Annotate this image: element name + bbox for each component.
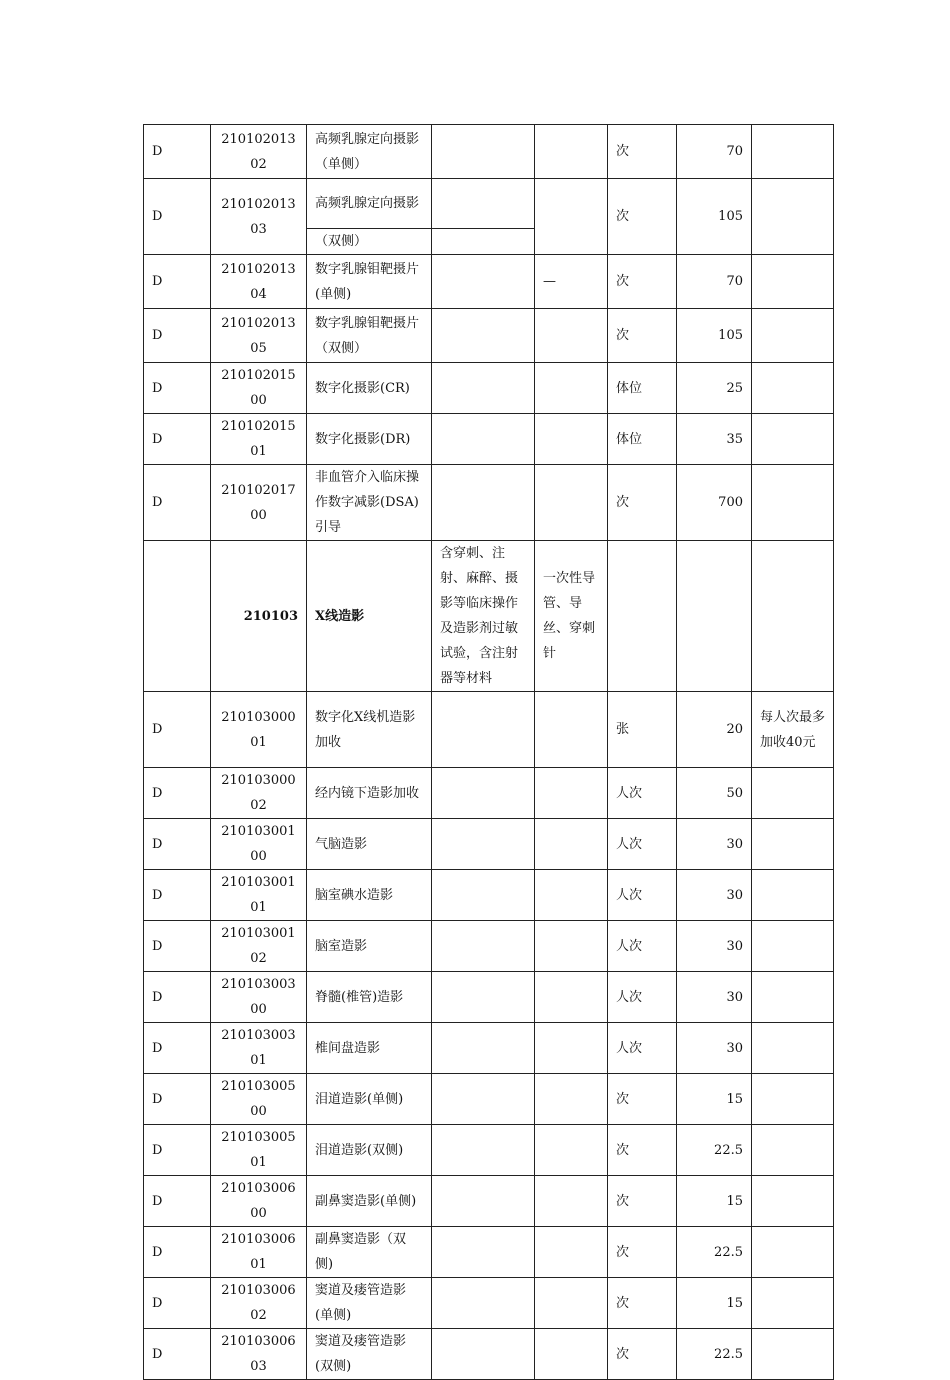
cell-exclude: [535, 125, 608, 179]
cell-name: 脑室造影: [307, 921, 432, 972]
cell-unit: 人次: [608, 870, 677, 921]
cell-note: [752, 1074, 834, 1125]
cell-exclude: 一次性导管、导丝、穿刺针: [535, 541, 608, 692]
cell-content: [432, 972, 535, 1023]
table-row: [144, 972, 834, 1023]
cell-note: [752, 1023, 834, 1074]
table-row: [144, 541, 834, 692]
cell-class: D: [144, 255, 211, 309]
cell-class: D: [144, 819, 211, 870]
table-row: [144, 1074, 834, 1125]
cell-content: [432, 1278, 535, 1329]
table-row: [144, 255, 834, 309]
cell-unit: 人次: [608, 768, 677, 819]
cell-price: 15: [677, 1278, 752, 1329]
cell-exclude: [535, 1176, 608, 1227]
cell-class: D: [144, 1023, 211, 1074]
cell-price: 22.5: [677, 1227, 752, 1278]
cell-content: [432, 768, 535, 819]
table-row: [144, 1227, 834, 1278]
cell-class: D: [144, 1125, 211, 1176]
cell-name: 脊髓(椎管)造影: [307, 972, 432, 1023]
cell-class: D: [144, 179, 211, 255]
cell-unit: 人次: [608, 972, 677, 1023]
cell-price: [677, 541, 752, 692]
cell-price: 70: [677, 255, 752, 309]
cell-exclude: [535, 465, 608, 541]
table-row: [144, 414, 834, 465]
cell-exclude: —: [535, 255, 608, 309]
cell-name: 数字乳腺钼靶摄片(单侧): [307, 255, 432, 309]
table-row: [144, 125, 834, 179]
cell-code: 21010300601: [211, 1227, 307, 1278]
cell-name: 泪道造影(双侧): [307, 1125, 432, 1176]
cell-name: 数字化摄影(DR): [307, 414, 432, 465]
cell-class: D: [144, 768, 211, 819]
cell-code: 21010201302: [211, 125, 307, 179]
cell-exclude: [535, 414, 608, 465]
cell-code: 21010300300: [211, 972, 307, 1023]
cell-price: 50: [677, 768, 752, 819]
cell-note: [752, 255, 834, 309]
cell-name: 脑室碘水造影: [307, 870, 432, 921]
cell-unit: 次: [608, 1074, 677, 1125]
cell-content: 含穿刺、注射、麻醉、摄影等临床操作及造影剂过敏试验，含注射器等材料: [432, 541, 535, 692]
cell-class: D: [144, 972, 211, 1023]
cell-code: 21010300602: [211, 1278, 307, 1329]
table-row: [144, 768, 834, 819]
cell-exclude: [535, 1227, 608, 1278]
cell-class: D: [144, 692, 211, 768]
cell-unit: 次: [608, 125, 677, 179]
cell-name: 数字化摄影(CR): [307, 363, 432, 414]
table-row: [144, 363, 834, 414]
table-row: [144, 179, 834, 229]
cell-unit: 次: [608, 309, 677, 363]
cell-note: 每人次最多加收40元: [752, 692, 834, 768]
table-row: [144, 1125, 834, 1176]
cell-content: [432, 229, 535, 255]
table-row: [144, 1278, 834, 1329]
cell-unit: 次: [608, 1329, 677, 1380]
cell-exclude: [535, 870, 608, 921]
cell-content: [432, 363, 535, 414]
cell-content: [432, 465, 535, 541]
cell-name: 椎间盘造影: [307, 1023, 432, 1074]
cell-note: [752, 921, 834, 972]
cell-note: [752, 870, 834, 921]
cell-content: [432, 179, 535, 229]
cell-price: 70: [677, 125, 752, 179]
cell-exclude: [535, 972, 608, 1023]
cell-note: [752, 1125, 834, 1176]
cell-price: 105: [677, 309, 752, 363]
cell-unit: 次: [608, 1278, 677, 1329]
cell-note: [752, 541, 834, 692]
cell-price: 30: [677, 972, 752, 1023]
cell-code: 21010201304: [211, 255, 307, 309]
cell-note: [752, 125, 834, 179]
cell-class: [144, 541, 211, 692]
cell-note: [752, 1176, 834, 1227]
cell-name: 高频乳腺定向摄影: [307, 179, 432, 229]
cell-note: [752, 414, 834, 465]
cell-name: X线造影: [307, 541, 432, 692]
cell-unit: [608, 541, 677, 692]
cell-name-cont: （双侧）: [307, 229, 432, 255]
cell-exclude: [535, 1125, 608, 1176]
cell-unit: 次: [608, 179, 677, 255]
cell-class: D: [144, 1176, 211, 1227]
cell-code: 21010300501: [211, 1125, 307, 1176]
cell-price: 30: [677, 921, 752, 972]
cell-price: 22.5: [677, 1125, 752, 1176]
cell-code: 21010300002: [211, 768, 307, 819]
cell-content: [432, 921, 535, 972]
cell-class: D: [144, 870, 211, 921]
cell-unit: 人次: [608, 921, 677, 972]
cell-content: [432, 414, 535, 465]
cell-note: [752, 972, 834, 1023]
cell-class: D: [144, 921, 211, 972]
cell-price: 25: [677, 363, 752, 414]
cell-class: D: [144, 1278, 211, 1329]
table-row: [144, 870, 834, 921]
cell-code: 210103: [211, 541, 307, 692]
cell-note: [752, 309, 834, 363]
cell-exclude: [535, 692, 608, 768]
cell-content: [432, 309, 535, 363]
cell-price: 35: [677, 414, 752, 465]
cell-exclude: [535, 1329, 608, 1380]
cell-code: 21010300301: [211, 1023, 307, 1074]
cell-note: [752, 1329, 834, 1380]
table-row: [144, 1329, 834, 1380]
cell-unit: 次: [608, 465, 677, 541]
cell-class: D: [144, 1074, 211, 1125]
cell-code: 21010300102: [211, 921, 307, 972]
cell-price: 15: [677, 1176, 752, 1227]
table-row: [144, 1023, 834, 1074]
cell-content: [432, 1074, 535, 1125]
cell-name: 气脑造影: [307, 819, 432, 870]
cell-class: D: [144, 465, 211, 541]
cell-name: 经内镜下造影加收: [307, 768, 432, 819]
cell-content: [432, 1329, 535, 1380]
cell-name: 窦道及瘘管造影(单侧): [307, 1278, 432, 1329]
table-row: [144, 1176, 834, 1227]
cell-code: 21010300001: [211, 692, 307, 768]
cell-price: 30: [677, 1023, 752, 1074]
cell-code: 21010300600: [211, 1176, 307, 1227]
cell-class: D: [144, 1329, 211, 1380]
table-row: [144, 819, 834, 870]
cell-exclude: [535, 819, 608, 870]
cell-code: 21010300500: [211, 1074, 307, 1125]
cell-name: 非血管介入临床操作数字减影(DSA)引导: [307, 465, 432, 541]
cell-note: [752, 1227, 834, 1278]
cell-code: 21010201303: [211, 179, 307, 255]
table-row: [144, 309, 834, 363]
cell-price: 20: [677, 692, 752, 768]
cell-unit: 次: [608, 255, 677, 309]
cell-note: [752, 819, 834, 870]
cell-content: [432, 870, 535, 921]
table-row: [144, 465, 834, 541]
cell-code: 21010300101: [211, 870, 307, 921]
cell-code: 21010201500: [211, 363, 307, 414]
cell-content: [432, 1125, 535, 1176]
cell-unit: 次: [608, 1176, 677, 1227]
cell-exclude: [535, 768, 608, 819]
cell-class: D: [144, 125, 211, 179]
cell-content: [432, 819, 535, 870]
cell-content: [432, 1023, 535, 1074]
cell-class: D: [144, 414, 211, 465]
cell-code: 21010300603: [211, 1329, 307, 1380]
cell-name: 窦道及瘘管造影(双侧): [307, 1329, 432, 1380]
cell-unit: 次: [608, 1125, 677, 1176]
cell-exclude: [535, 309, 608, 363]
cell-note: [752, 1278, 834, 1329]
cell-unit: 体位: [608, 363, 677, 414]
cell-code: 21010300100: [211, 819, 307, 870]
cell-exclude: [535, 1278, 608, 1329]
cell-code: 21010201305: [211, 309, 307, 363]
cell-content: [432, 692, 535, 768]
cell-price: 700: [677, 465, 752, 541]
cell-code: 21010201700: [211, 465, 307, 541]
cell-exclude: [535, 363, 608, 414]
cell-class: D: [144, 309, 211, 363]
cell-note: [752, 363, 834, 414]
cell-note: [752, 768, 834, 819]
cell-unit: 人次: [608, 1023, 677, 1074]
cell-unit: 次: [608, 1227, 677, 1278]
cell-content: [432, 125, 535, 179]
table-row: [144, 692, 834, 768]
table-row: [144, 921, 834, 972]
cell-name: 高频乳腺定向摄影（单侧）: [307, 125, 432, 179]
cell-code: 21010201501: [211, 414, 307, 465]
cell-content: [432, 1227, 535, 1278]
cell-name: 副鼻窦造影（双侧): [307, 1227, 432, 1278]
cell-price: 30: [677, 870, 752, 921]
cell-exclude: [535, 1074, 608, 1125]
cell-price: 105: [677, 179, 752, 255]
cell-class: D: [144, 1227, 211, 1278]
cell-unit: 张: [608, 692, 677, 768]
cell-exclude: [535, 921, 608, 972]
cell-exclude: [535, 179, 608, 255]
cell-price: 22.5: [677, 1329, 752, 1380]
cell-content: [432, 1176, 535, 1227]
cell-exclude: [535, 1023, 608, 1074]
cell-name: 泪道造影(单侧): [307, 1074, 432, 1125]
cell-name: 副鼻窦造影(单侧): [307, 1176, 432, 1227]
cell-class: D: [144, 363, 211, 414]
cell-note: [752, 465, 834, 541]
cell-note: [752, 179, 834, 255]
cell-unit: 人次: [608, 819, 677, 870]
price-table: [143, 124, 834, 1380]
cell-name: 数字乳腺钼靶摄片（双侧）: [307, 309, 432, 363]
cell-name: 数字化X线机造影加收: [307, 692, 432, 768]
cell-price: 15: [677, 1074, 752, 1125]
cell-unit: 体位: [608, 414, 677, 465]
cell-content: [432, 255, 535, 309]
cell-price: 30: [677, 819, 752, 870]
